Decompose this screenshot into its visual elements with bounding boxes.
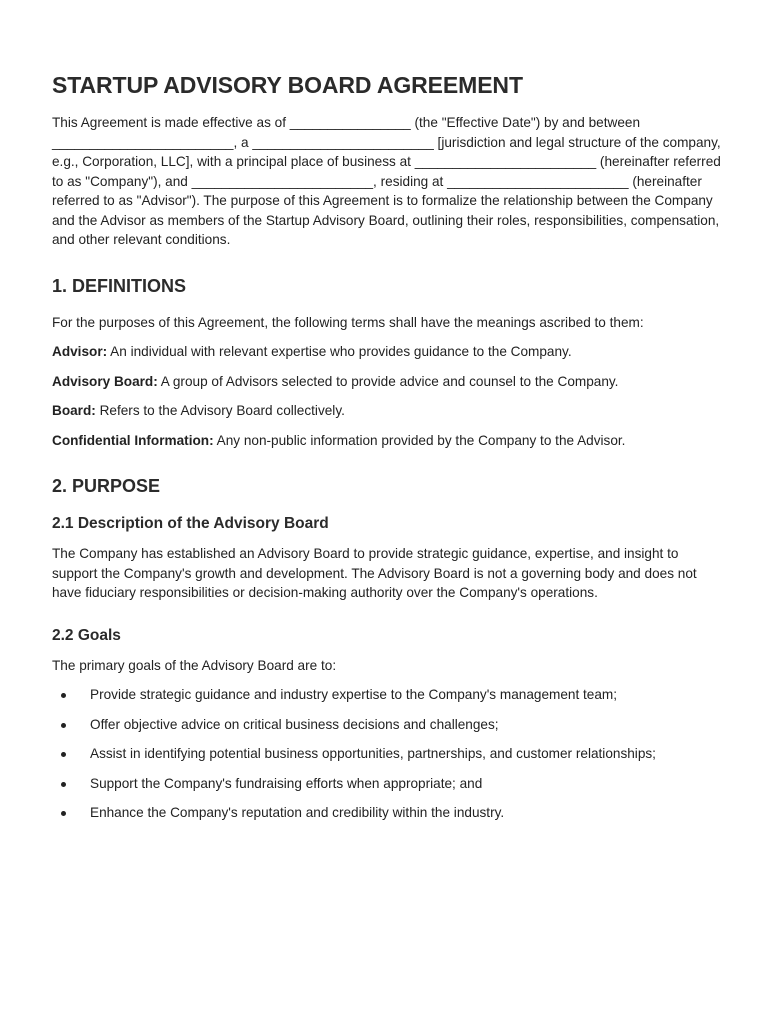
definition-text: A group of Advisors selected to provide advice and counsel to the Company. — [160, 373, 619, 389]
document-title: STARTUP ADVISORY BOARD AGREEMENT — [52, 72, 523, 98]
definitions-lead: For the purposes of this Agreement, the following terms shall have the meanings ascribed to them: — [52, 314, 644, 330]
definition-text: Any non-public information provided by the Company to the Advisor. — [216, 432, 626, 448]
subsection-heading-goals: 2.2 Goals — [52, 626, 121, 644]
section-spacer — [52, 460, 722, 474]
definition-term: Confidential Information: — [52, 432, 214, 448]
definition-term: Advisor: — [52, 344, 108, 359]
goals-list — [52, 685, 722, 823]
section-heading-purpose: 2. PURPOSE — [52, 476, 161, 496]
list-item — [52, 803, 722, 823]
section-purpose — [52, 474, 722, 823]
list-item-text: Provide strategic guidance and industry expertise to the Company's management team; — [90, 687, 617, 702]
definition-item — [52, 342, 722, 362]
list-item — [52, 715, 722, 735]
definition-item — [52, 401, 722, 421]
section-definitions — [52, 274, 722, 451]
bullet-icon — [61, 693, 66, 698]
description-paragraph: The Company has established an Advisory Board to provide strategic guidance, expertise, and insight to support the Company's growth and development. The Advisory Board is not a governing body and does not have fiduciary responsibilities or decision-making authority over the Company's operations. — [52, 546, 697, 600]
definition-term: Advisory Board: — [52, 373, 158, 389]
list-item — [52, 744, 722, 764]
list-item-text: Offer objective advice on critical business decisions and challenges; — [90, 716, 499, 732]
goals-lead: The primary goals of the Advisory Board are to: — [52, 657, 337, 673]
intro-paragraph: This Agreement is made effective as of ________________ (the "Effective Date") by and between ________________________, a ________________________ [jurisdiction and legal structure of the company, e.g., Corporation, LLC], with a principal place of business at ________________________ (hereinafter referred to as "Company"), and ________________________, residing at ________________________ (hereinafter referred to as "Advisor"). The purpose of this Agreement is to formalize the relationship between the Company and the Advisor as members of the Startup Advisory Board, outlining their roles, responsibilities, compensation, and other relevant conditions. — [52, 115, 721, 247]
subsection-heading-description: 2.1 Description of the Advisory Board — [52, 515, 329, 532]
section-heading-definitions: 1. DEFINITIONS — [52, 275, 187, 296]
definition-item — [52, 372, 722, 392]
definition-text: An individual with relevant expertise who provides guidance to the Company. — [110, 344, 572, 359]
definition-item — [52, 431, 722, 451]
bullet-icon — [61, 811, 66, 816]
document-body — [52, 70, 722, 833]
bullet-icon — [61, 782, 66, 787]
definition-text: Refers to the Advisory Board collectively. — [99, 403, 345, 418]
bullet-icon — [61, 723, 66, 728]
list-item-text: Enhance the Company's reputation and credibility within the industry. — [90, 805, 505, 820]
list-item — [52, 685, 722, 705]
list-item — [52, 774, 722, 794]
definition-term: Board: — [52, 403, 96, 418]
list-item-text: Assist in identifying potential business opportunities, partnerships, and customer relationships; — [90, 746, 656, 761]
bullet-icon — [61, 752, 66, 757]
list-item-text: Support the Company's fundraising efforts when appropriate; and — [90, 775, 483, 791]
